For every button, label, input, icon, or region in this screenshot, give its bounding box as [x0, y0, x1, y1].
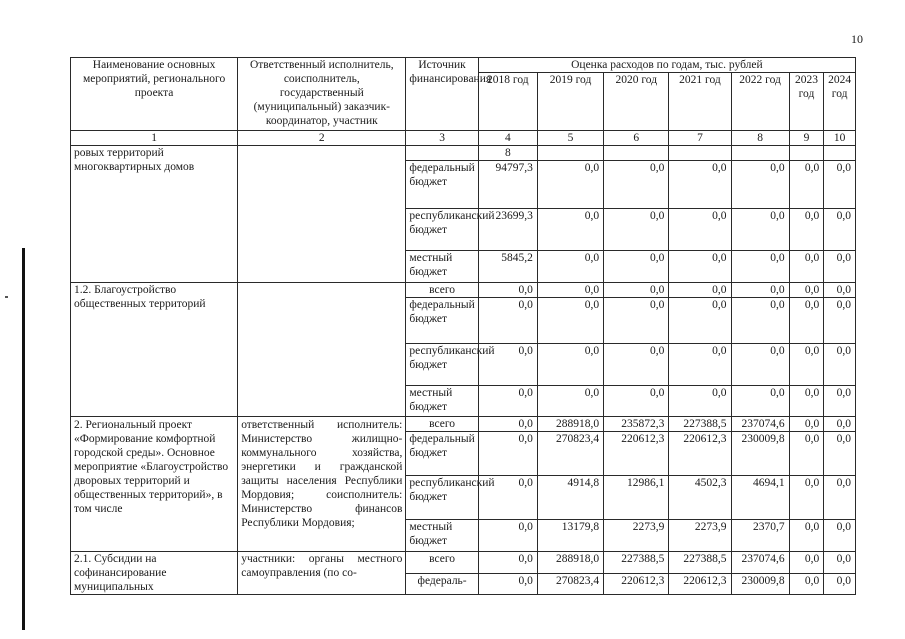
responsible-cell — [238, 283, 406, 417]
value-cell: 0,0 — [824, 573, 856, 595]
value-cell: 0,0 — [731, 386, 789, 417]
value-cell: 0,0 — [824, 298, 856, 344]
value-cell: 0,0 — [478, 432, 537, 476]
header-year: 2018 год — [478, 73, 537, 131]
value-cell: 0,0 — [824, 386, 856, 417]
value-cell: 0,0 — [478, 573, 537, 595]
value-cell: 23699,3 — [478, 209, 537, 251]
value-cell: 230009,8 — [731, 432, 789, 476]
measure-name: 2. Региональный проект «Формирование комфортной городской среды». Основное мероприятие «Благоустройство дворовых территорий и общественных территорий», в том числе — [71, 417, 238, 552]
value-cell: 0,0 — [669, 251, 731, 283]
source-cell — [406, 146, 478, 161]
header-name: Наименование основных мероприятий, регионального проекта — [71, 58, 238, 131]
header-responsible: Ответственный исполнитель, соисполнитель, государственный (муниципальный) заказчик-координатор, участник — [238, 58, 406, 131]
value-cell: 0,0 — [478, 298, 537, 344]
value-cell: 0,0 — [669, 209, 731, 251]
value-cell: 0,0 — [789, 209, 824, 251]
value-cell: 0,0 — [478, 283, 537, 298]
value-cell: 0,0 — [824, 161, 856, 209]
value-cell: 227388,5 — [669, 417, 731, 432]
value-cell: 0,0 — [789, 298, 824, 344]
value-cell: 0,0 — [731, 161, 789, 209]
source-cell: федераль- — [406, 573, 478, 595]
value-cell: 288918,0 — [537, 552, 603, 574]
value-cell: 0,0 — [824, 209, 856, 251]
column-number: 2 — [238, 131, 406, 146]
source-cell: республиканский бюджет — [406, 344, 478, 386]
value-cell: 0,0 — [604, 386, 669, 417]
value-cell: 230009,8 — [731, 573, 789, 595]
source-cell: республиканский бюджет — [406, 476, 478, 520]
column-number: 1 — [71, 131, 238, 146]
source-cell: всего — [406, 283, 478, 298]
page-number: 10 — [851, 32, 863, 46]
source-cell: местный бюджет — [406, 251, 478, 283]
value-cell: 0,0 — [789, 476, 824, 520]
header-source: Источник финансирования — [406, 58, 478, 131]
value-cell: 0,0 — [789, 520, 824, 552]
column-number: 4 — [478, 131, 537, 146]
value-cell: 0,0 — [669, 283, 731, 298]
value-cell: 0,0 — [789, 251, 824, 283]
value-cell: 0,0 — [789, 344, 824, 386]
value-cell: 0,0 — [669, 161, 731, 209]
value-cell: 0,0 — [789, 283, 824, 298]
value-cell: 227388,5 — [669, 552, 731, 574]
value-cell: 4694,1 — [731, 476, 789, 520]
value-cell: 0,0 — [669, 344, 731, 386]
column-number: 10 — [824, 131, 856, 146]
value-cell: 0,0 — [824, 432, 856, 476]
value-cell: 237074,6 — [731, 552, 789, 574]
value-cell: 2273,9 — [604, 520, 669, 552]
value-cell: 0,0 — [789, 573, 824, 595]
responsible-cell: ответственный исполнитель: Министерство жилищно-коммунального хозяйства, энергетики и гражданской защиты населения Республики Мордовия; соисполнитель: Министерство финансов Республики Мордовия; — [238, 417, 406, 552]
value-cell: 0,0 — [478, 417, 537, 432]
column-number: 6 — [604, 131, 669, 146]
value-cell: 220612,3 — [669, 432, 731, 476]
value-cell: 0,0 — [478, 344, 537, 386]
header-year: 2024 год — [824, 73, 856, 131]
value-cell: 0,0 — [824, 344, 856, 386]
expenses-table — [70, 57, 856, 595]
column-number: 8 — [731, 131, 789, 146]
value-cell: 0,0 — [824, 476, 856, 520]
value-cell: 0,0 — [478, 552, 537, 574]
header-year: 2021 год — [669, 73, 731, 131]
value-cell: 0,0 — [824, 552, 856, 574]
value-cell: 220612,3 — [669, 573, 731, 595]
value-cell: 0,0 — [824, 520, 856, 552]
header-year: 2023 год — [789, 73, 824, 131]
value-cell: 0,0 — [789, 386, 824, 417]
value-cell: 0,0 — [824, 283, 856, 298]
source-cell: федеральный бюджет — [406, 161, 478, 209]
value-cell: 0,0 — [537, 298, 603, 344]
value-cell: 8 — [478, 146, 537, 161]
measure-name: 2.1. Субсидии на софинансирование муниципальных — [71, 552, 238, 595]
source-cell: федеральный бюджет — [406, 298, 478, 344]
value-cell: 0,0 — [537, 161, 603, 209]
value-cell: 0,0 — [537, 283, 603, 298]
column-number: 7 — [669, 131, 731, 146]
value-cell: 0,0 — [604, 298, 669, 344]
measure-name: ровых территорий многоквартирных домов — [71, 146, 238, 283]
value-cell: 0,0 — [604, 344, 669, 386]
value-cell: 0,0 — [789, 161, 824, 209]
value-cell: 0,0 — [537, 386, 603, 417]
header-expenses-group: Оценка расходов по годам, тыс. рублей — [478, 58, 855, 73]
responsible-cell — [238, 146, 406, 283]
header-year: 2019 год — [537, 73, 603, 131]
value-cell: 235872,3 — [604, 417, 669, 432]
scan-mark — [5, 296, 8, 298]
value-cell: 0,0 — [669, 386, 731, 417]
value-cell: 237074,6 — [731, 417, 789, 432]
value-cell: 0,0 — [478, 476, 537, 520]
value-cell: 0,0 — [604, 251, 669, 283]
value-cell: 0,0 — [604, 283, 669, 298]
value-cell: 0,0 — [731, 209, 789, 251]
value-cell: 0,0 — [824, 417, 856, 432]
value-cell: 0,0 — [789, 552, 824, 574]
value-cell: 0,0 — [789, 417, 824, 432]
value-cell: 0,0 — [731, 283, 789, 298]
source-cell: федеральный бюджет — [406, 432, 478, 476]
column-number: 3 — [406, 131, 478, 146]
header-year: 2022 год — [731, 73, 789, 131]
value-cell: 0,0 — [604, 161, 669, 209]
value-cell: 0,0 — [478, 520, 537, 552]
value-cell: 288918,0 — [537, 417, 603, 432]
value-cell: 220612,3 — [604, 432, 669, 476]
value-cell: 270823,4 — [537, 573, 603, 595]
value-cell: 227388,5 — [604, 552, 669, 574]
value-cell: 13179,8 — [537, 520, 603, 552]
value-cell: 0,0 — [604, 209, 669, 251]
value-cell: 0,0 — [478, 386, 537, 417]
source-cell: всего — [406, 552, 478, 574]
value-cell: 0,0 — [789, 432, 824, 476]
value-cell: 220612,3 — [604, 573, 669, 595]
column-number: 9 — [789, 131, 824, 146]
source-cell: местный бюджет — [406, 520, 478, 552]
value-cell: 5845,2 — [478, 251, 537, 283]
margin-rule — [22, 248, 25, 630]
responsible-cell: участники: органы местного самоуправления (по со- — [238, 552, 406, 595]
value-cell: 0,0 — [731, 298, 789, 344]
header-year: 2020 год — [604, 73, 669, 131]
source-cell: республиканский бюджет — [406, 209, 478, 251]
measure-name: 1.2. Благоустройство общественных территорий — [71, 283, 238, 417]
value-cell: 2273,9 — [669, 520, 731, 552]
value-cell: 0,0 — [537, 344, 603, 386]
value-cell: 270823,4 — [537, 432, 603, 476]
value-cell: 0,0 — [731, 251, 789, 283]
column-number: 5 — [537, 131, 603, 146]
value-cell: 0,0 — [731, 344, 789, 386]
value-cell: 12986,1 — [604, 476, 669, 520]
value-cell: 0,0 — [537, 251, 603, 283]
value-cell: 0,0 — [669, 298, 731, 344]
value-cell: 0,0 — [824, 251, 856, 283]
source-cell: всего — [406, 417, 478, 432]
value-cell: 94797,3 — [478, 161, 537, 209]
value-cell: 0,0 — [537, 209, 603, 251]
value-cell: 4914,8 — [537, 476, 603, 520]
value-cell: 4502,3 — [669, 476, 731, 520]
source-cell: местный бюджет — [406, 386, 478, 417]
value-cell: 2370,7 — [731, 520, 789, 552]
